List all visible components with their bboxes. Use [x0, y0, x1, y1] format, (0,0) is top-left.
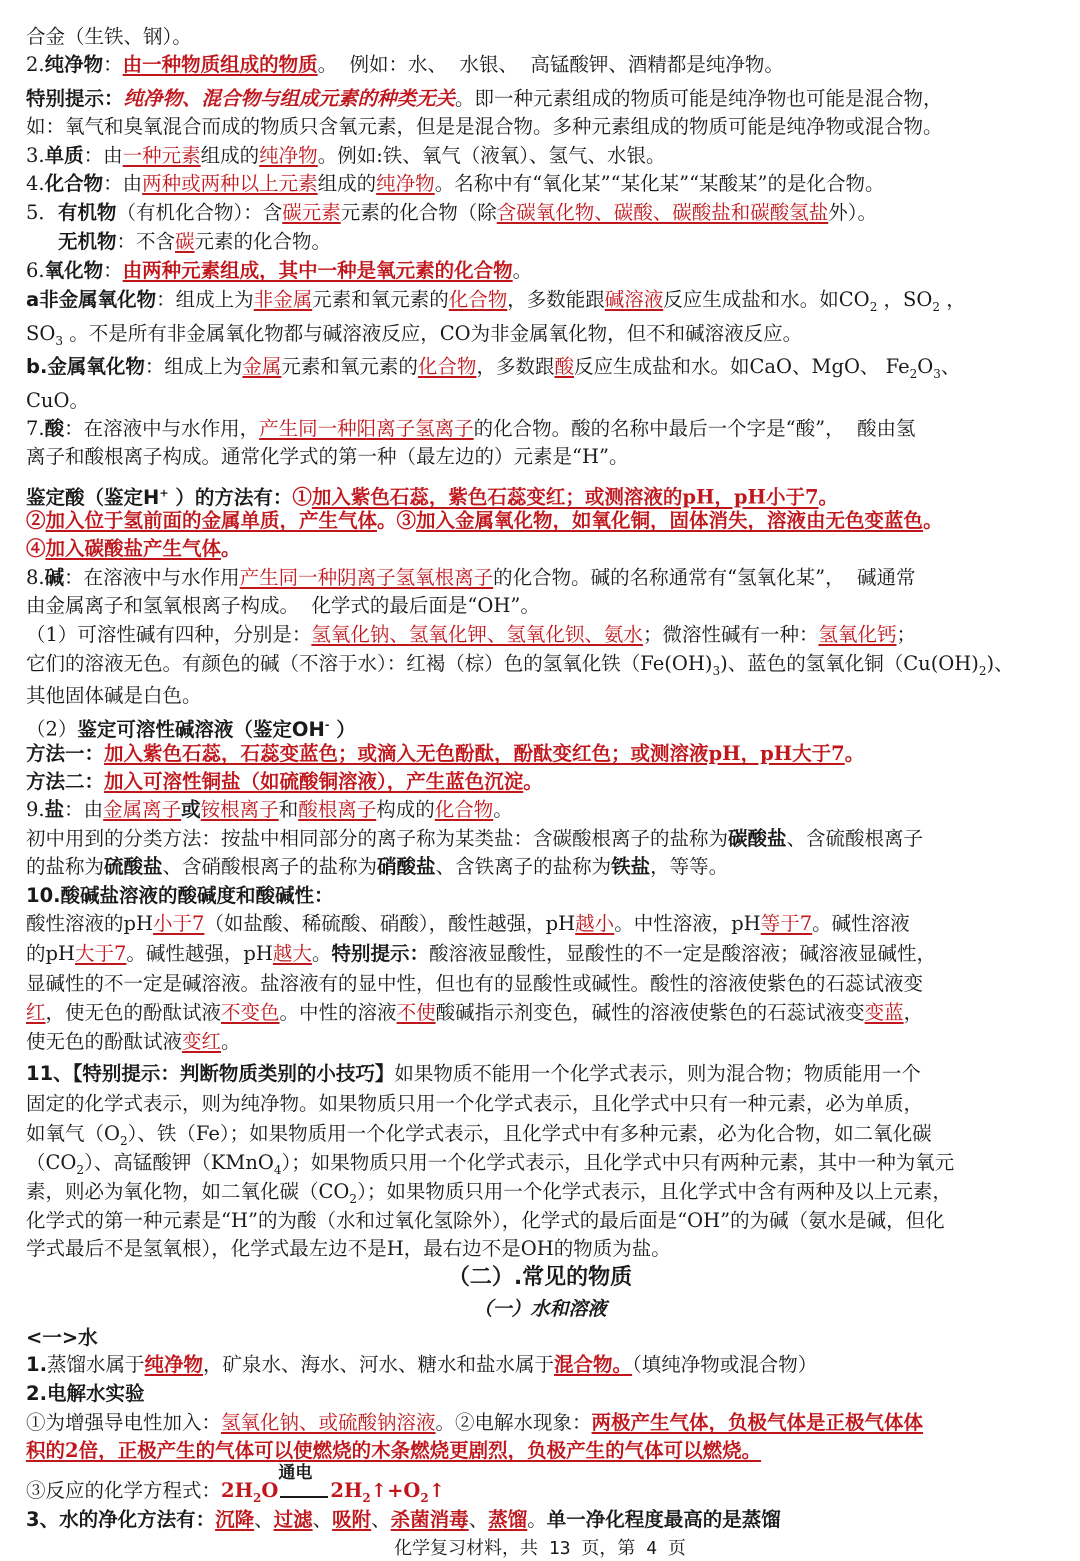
- text-line: b.金属氧化物：组成上为金属元素和氧元素的化合物，多数跟酸反应生成盐和水。如CaO、MgO、 $Fe_2O_3$、: [26, 355, 961, 381]
- text-line: 2.电解水实验: [26, 1382, 145, 1405]
- text-line: 9.盐：由金属离子或铵根离子和酸根离子构成的化合物。: [26, 798, 513, 821]
- text-line: 2.纯净物：由一种物质组成的物质。 例如：水、 水银、 高锰酸钾、酒精都是纯净物。: [26, 53, 784, 76]
- text-line: 学式最后不是氢氧根），化学式最左边不是H，最右边不是OH的物质为盐。: [26, 1237, 671, 1260]
- text-line: 由金属离子和氢氧根离子构成。 化学式的最后面是“OH”。: [26, 594, 540, 617]
- text-line: 无机物：不含碳元素的化合物。: [58, 230, 332, 253]
- page-footer: 化学复习材料，共 13 页，第 4 页: [394, 1538, 686, 1559]
- text-line: 积的2倍，正极产生的气体可以使燃烧的木条燃烧更剧烈，负极产生的气体可以燃烧。: [26, 1439, 762, 1462]
- text-line: 离子和酸根离子构成。通常化学式的第一种（最左边的）元素是“H”。: [26, 445, 629, 468]
- section-heading: （二）.常见的物质: [447, 1265, 633, 1290]
- text-line: ③反应的化学方程式：$2H_2O$ 通电 $2H_2↑+O_2↑$: [26, 1463, 446, 1505]
- text-line: 如氧气$(O_2)$、铁（Fe）；如果物质用一个化学式表示，且化学式中有多种元素，必为化合物，如二氧化碳: [26, 1122, 932, 1148]
- text-line: 特别提示：纯净物、混合物与组成元素的种类无关。即一种元素组成的物质可能是纯净物也可能是混合物，: [26, 87, 943, 110]
- text-line: 红，使无色的酚酞试液不变色。中性的溶液不使酸碱指示剂变色，碱性的溶液使紫色的石蕊试液变变蓝，: [26, 1001, 924, 1024]
- text-line: 固定的化学式表示，则为纯净物。如果物质只用一个化学式表示，且化学式中只有一种元素，必为单质，: [26, 1092, 924, 1115]
- text-line: 11、【特别提示：判断物质类别的小技巧】如果物质不能用一个化学式表示，则为混合物；物质能用一个: [26, 1062, 921, 1085]
- text-line: （2）鉴定可溶性碱溶液（鉴定OH- ）: [26, 717, 356, 741]
- text-line: 其他固体碱是白色。: [26, 684, 202, 707]
- text-line: 6.氧化物：由两种元素组成，其中一种是氧元素的化合物。: [26, 259, 533, 282]
- text-line: 鉴定酸（鉴定H+ ）的方法有：①加入紫色石蕊，紫色石蕊变红；或测溶液的pH，pH小于7。: [26, 485, 839, 509]
- text-line: CuO。: [26, 389, 89, 412]
- text-line: 合金（生铁、钢）。: [26, 25, 192, 48]
- text-line: （1）可溶性碱有四种，分别是：氢氧化钠、氢氧化钾、氢氧化钡、氨水；微溶性碱有一种：氢氧化钙；: [26, 623, 916, 646]
- text-line: 5．有机物（有机化合物）：含碳元素元素的化合物（除含碳氧化物、碳酸、碳酸盐和碳酸氢盐外）。: [26, 201, 878, 224]
- text-line: 8.碱：在溶液中与水作用产生同一种阴离子氢氧根离子的化合物。碱的名称通常有“氢氧化某”， 碱通常: [26, 566, 916, 589]
- text-line: <一>水: [26, 1326, 98, 1349]
- text-line: 7.酸：在溶液中与水作用，产生同一种阳离子氢离子的化合物。酸的名称中最后一个字是“酸”， 酸由氢: [26, 417, 916, 440]
- text-line: 的盐称为硫酸盐、含硝酸根离子的盐称为硝酸盐、含铁离子的盐称为铁盐，等等。: [26, 855, 729, 878]
- text-line: 化学式的第一种元素是“H”的为酸（水和过氧化氢除外），化学式的最后面是“OH”的为碱（氨水是碱，但化: [26, 1209, 945, 1232]
- text-line: $(CO_2)$、高锰酸钾（KMnO$_4$）；如果物质只用一个化学式表示，且化学式中只有两种元素，其中一种为氧元: [26, 1151, 955, 1177]
- text-line: 10.酸碱盐溶液的酸碱度和酸碱性：: [26, 884, 334, 907]
- text-line: 它们的溶液无色。有颜色的碱（不溶于水）：红褐（棕）色的氢氧化铁$(Fe(OH)_3)$、蓝色的氢氧化铜$(Cu(OH)_2)$、: [26, 652, 1014, 678]
- text-line: 素，则必为氧化物，如二氧化碳$(CO_2)$；如果物质只用一个化学式表示，且化学式中含有两种及以上元素，: [26, 1180, 952, 1206]
- text-line: 初中用到的分类方法：按盐中相同部分的离子称为某类盐：含碳酸根离子的盐称为碳酸盐、含硫酸根离子: [26, 827, 924, 850]
- text-line: ①为增强导电性加入：氢氧化钠、或硫酸钠溶液。②电解水现象：两极产生气体，负极气体是正极气体体: [26, 1411, 924, 1434]
- text-line: a非金属氧化物：组成上为非金属元素和氧元素的化合物，多数能跟碱溶液反应生成盐和水。如$CO_2$ ，$SO_2$ ，: [26, 288, 966, 314]
- text-line: 使无色的酚酞试液变红。: [26, 1030, 241, 1053]
- text-line: 1.蒸馏水属于纯净物，矿泉水、海水、河水、糖水和盐水属于混合物。（填纯净物或混合物）: [26, 1353, 818, 1376]
- text-line: 显碱性的不一定是碱溶液。盐溶液有的显中性，但也有的显酸性或碱性。酸性的溶液使紫色的石蕊试液变: [26, 972, 924, 995]
- text-line: ②加入位于氢前面的金属单质，产生气体。③加入金属氧化物，如氧化铜，固体消失，溶液由无色变蓝色。: [26, 509, 943, 532]
- text-line: 如：氧气和臭氧混合而成的物质只含氧元素，但是是混合物。多种元素组成的物质可能是纯净物或混合物。: [26, 115, 943, 138]
- text-line: 方法一：加入紫色石蕊，石蕊变蓝色；或滴入无色酚酞，酚酞变红色；或测溶液pH，pH大于7。: [26, 742, 865, 765]
- text-line: 3、水的净化方法有：沉降、过滤、吸附、杀菌消毒、蒸馏。单一净化程度最高的是蒸馏: [26, 1508, 781, 1531]
- reaction-condition: 通电: [278, 1478, 330, 1504]
- subsection-heading: （一）水和溶液: [473, 1298, 607, 1320]
- text-line: ④加入碳酸盐产生气体。: [26, 537, 241, 560]
- text-line: 4.化合物：由两种或两种以上元素组成的纯净物。名称中有“氧化某”“某化某”“某酸某”的是化合物。: [26, 172, 885, 195]
- text-line: 的pH大于7。碱性越强，pH越大。特别提示：酸溶液显酸性，显酸性的不一定是酸溶液；碱溶液显碱性，: [26, 942, 936, 965]
- text-line: 酸性溶液的pH小于7（如盐酸、稀硫酸、硝酸），酸性越强，pH越小。中性溶液，pH等于7。碱性溶液: [26, 912, 910, 935]
- text-line: 方法二：加入可溶性铜盐（如硫酸铜溶液），产生蓝色沉淀。: [26, 770, 543, 793]
- text-line: 3.单质：由一种元素组成的纯净物。例如:铁、氧气（液氧）、氢气、水银。: [26, 144, 666, 167]
- text-line: $SO_3$ 。不是所有非金属氧化物都与碱溶液反应，CO为非金属氧化物，但不和碱溶液反应。: [26, 322, 803, 348]
